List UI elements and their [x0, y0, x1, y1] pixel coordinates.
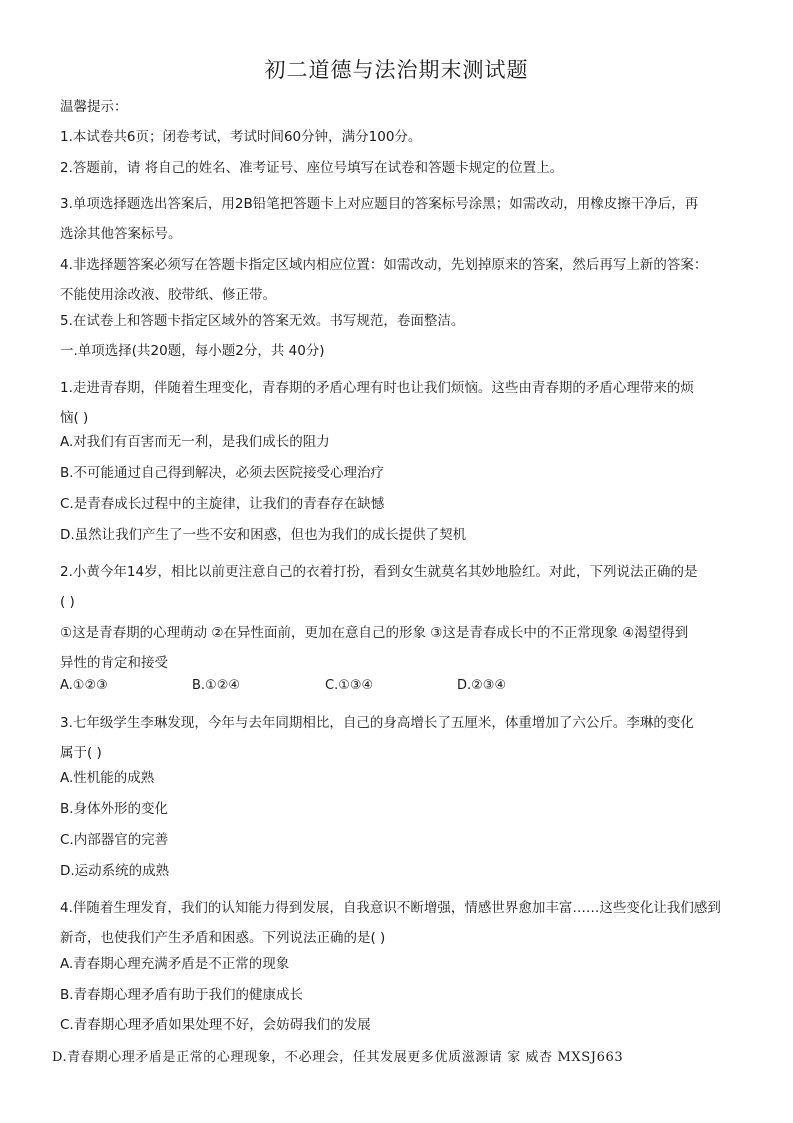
q3-option-c: C.内部器官的完善 — [60, 832, 169, 848]
tip-2: 2.答题前，请 将自己的姓名、准考证号、座位号填写在试卷和答题卡规定的位置上。 — [60, 160, 564, 176]
q3-option-d: D.运动系统的成熟 — [60, 863, 170, 879]
q2-stem-line-2: ( ) — [60, 594, 75, 610]
page-title: 初二道德与法治期末测试题 — [264, 58, 529, 82]
tip-4-line-1: 4.非选择题答案必须写在答题卡指定区域内相应位置：如需改动，先划掉原来的答案，然后再写上新的答案： — [60, 257, 708, 273]
tip-1: 1.本试卷共6页；闭卷考试，考试时间60分钟，满分100分。 — [60, 129, 422, 145]
q1-option-b: B.不可能通过自己得到解决，必须去医院接受心理治疗 — [60, 465, 385, 481]
q1-stem-line-2: 恼( ) — [60, 410, 89, 426]
q4-option-c: C.青春期心理矛盾如果处理不好，会妨碍我们的发展 — [60, 1017, 371, 1033]
q2-option-d: D.②③④ — [457, 678, 507, 693]
section-1-heading: 一.单项选择(共20题，每小题2分，共 40分) — [60, 343, 325, 359]
q2-stem-line-1: 2.小黄今年14岁，相比以前更注意自己的衣着打扮，看到女生就莫名其妙地脸红。对此，下列说法正确的是 — [60, 564, 698, 580]
q3-stem-line-1: 3.七年级学生李琳发现，今年与去年同期相比，自己的身高增长了五厘米，体重增加了六公斤。李琳的变化 — [60, 715, 694, 731]
q1-option-c: C.是青春成长过程中的主旋律，让我们的青春存在缺憾 — [60, 496, 385, 512]
tip-3-line-1: 3.单项选择题选出答案后，用2B铅笔把答题卡上对应题目的答案标号涂黑；如需改动，用橡皮擦干净后，再 — [60, 196, 699, 212]
q2-option-c: C.①③④ — [325, 678, 374, 693]
q4-option-a: A.青春期心理充满矛盾是不正常的现象 — [60, 956, 290, 972]
q3-option-b: B.身体外形的变化 — [60, 801, 169, 817]
q2-items-line-2: 异性的肯定和接受 — [60, 655, 168, 671]
q4-option-b: B.青春期心理矛盾有助于我们的健康成长 — [60, 987, 304, 1003]
q2-option-a: A.①②③ — [60, 678, 108, 693]
q3-option-a: A.性机能的成熟 — [60, 770, 155, 786]
q2-items-line-1: ①这是青春期的心理萌动 ②在异性面前，更加在意自己的形象 ③这是青春成长中的不正常现象 ④渴望得到 — [60, 625, 689, 641]
q1-option-d: D.虽然让我们产生了一些不安和困惑，但也为我们的成长提供了契机 — [60, 527, 467, 543]
q3-stem-line-2: 属于( ) — [60, 745, 102, 761]
q1-option-a: A.对我们有百害而无一利，是我们成长的阻力 — [60, 434, 330, 450]
tips-heading: 温馨提示： — [60, 99, 128, 115]
q4-option-d: D.青春期心理矛盾是正常的心理现象，不必理会，任其发展更多优质滋源请 家 威杏 MXSJ663 — [52, 1050, 624, 1065]
q2-option-b: B.①②④ — [192, 678, 241, 693]
q1-stem-line-1: 1.走进青春期，伴随着生理变化，青春期的矛盾心理有时也让我们烦恼。这些由青春期的矛盾心理带来的烦 — [60, 380, 694, 396]
tip-4-line-2: 不能使用涂改液、胶带纸、修正带。 — [60, 287, 276, 303]
q4-stem-line-2: 新奇，也使我们产生矛盾和困惑。下列说法正确的是( ) — [60, 930, 386, 946]
tip-5: 5.在试卷上和答题卡指定区域外的答案无效。书写规范，卷面整洁。 — [60, 313, 465, 329]
q4-stem-line-1: 4.伴随着生理发育，我们的认知能力得到发展，自我意识不断增强，情感世界愈加丰富……这些变化让我们感到 — [60, 900, 721, 916]
tip-3-line-2: 选涂其他答案标号。 — [60, 226, 182, 242]
